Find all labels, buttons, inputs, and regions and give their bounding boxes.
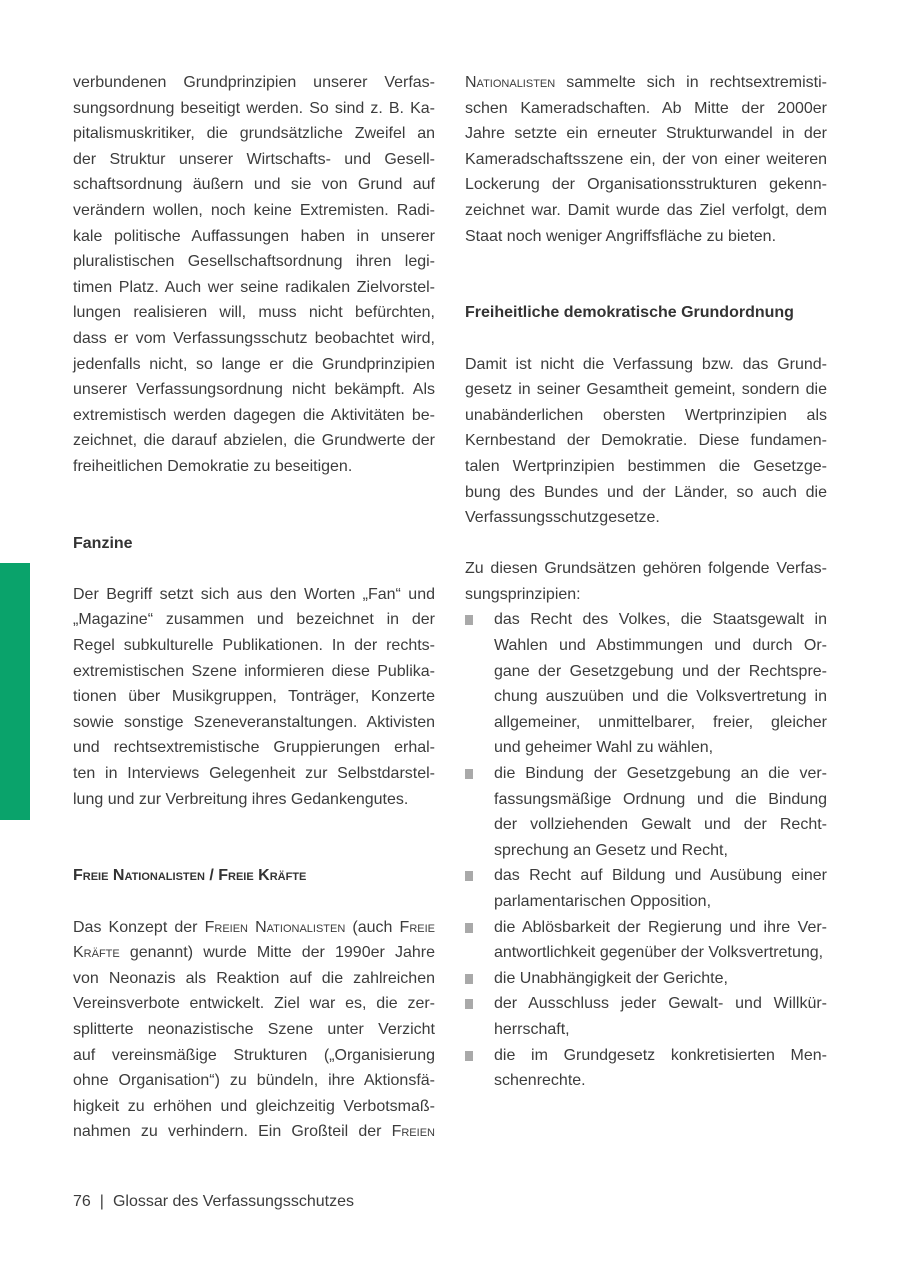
text-line: Kameradschaftsszene ein, der von einer weiteren xyxy=(465,150,827,168)
bullet-square-icon xyxy=(465,999,473,1009)
paragraph-principles-intro xyxy=(465,556,827,607)
principle-item xyxy=(465,607,827,761)
text-line: zeichnet, die darauf abzielen, die Grundwerte der xyxy=(73,432,435,450)
text-line: pitalismuskritiker, die grundsätzliche Zweifel an xyxy=(73,125,435,143)
text-line: die Unabhängigkeit der Gerichte, xyxy=(494,969,728,987)
bullet-square-icon xyxy=(465,923,473,933)
term-small-caps: Kräfte xyxy=(73,944,120,962)
text-line: parlamentarischen Opposition, xyxy=(494,893,712,910)
text-line: der vollziehenden Gewalt und der Recht- xyxy=(494,816,827,834)
text-line: verändern wollen, noch keine Extremisten. Radi- xyxy=(73,201,435,219)
text-line: jedenfalls nicht, so lange er die Grundprinzipien xyxy=(73,355,435,373)
text-line: allgemeiner, unmittelbarer, freier, gleicher xyxy=(494,713,827,731)
text-line: Damit ist nicht die Verfassung bzw. das Grund- xyxy=(465,355,827,373)
text-line: tionen über Musikgruppen, Tonträger, Konzerte xyxy=(73,688,435,706)
text-line: dass er vom Verfassungsschutz beobachtet wird, xyxy=(73,329,435,347)
text-segment: sammelte sich in rechtsextremisti- xyxy=(555,74,827,91)
text-line: unserer Verfassungsordnung nicht bekämpft. Als xyxy=(73,381,435,399)
text-line: verbundenen Grundprinzipien unserer Verfas- xyxy=(73,74,435,91)
text-line: antwortlichkeit gegenüber der Volksvertretung, xyxy=(494,944,824,962)
paragraph-freie-nationalisten-definition xyxy=(73,915,435,1145)
text-line xyxy=(465,70,827,96)
spacer xyxy=(465,249,827,300)
text-line: sungsprinzipien: xyxy=(465,585,581,603)
principle-item xyxy=(465,915,827,966)
bullet-square-icon xyxy=(465,1051,473,1061)
principles-list xyxy=(465,607,827,1093)
text-line: chung auszuüben und die Volksvertretung in xyxy=(494,688,827,706)
text-line: Zu diesen Grundsätzen gehören folgende Verfas- xyxy=(465,560,827,578)
text-line: gesetz in seiner Gesamtheit gemeint, sondern die xyxy=(465,381,827,399)
text-line: bung des Bundes und der Länder, so auch die xyxy=(465,483,827,501)
text-segment: nahmen zu verhindern. Ein Großteil der xyxy=(73,1123,392,1141)
page-footer xyxy=(73,1189,354,1215)
text-line: freiheitlichen Demokratie zu beseitigen. xyxy=(73,457,353,475)
text-line: das Recht auf Bildung und Ausübung einer xyxy=(494,867,827,885)
text-line: lungen realisieren will, muss nicht befürchten, xyxy=(73,304,435,322)
principle-item xyxy=(465,761,827,863)
text-segment: genannt) wurde Mitte der 1990er Jahre xyxy=(119,944,435,962)
text-line: higkeit zu erhöhen und gleichzeitig Verbotsmaß- xyxy=(73,1097,435,1115)
right-column xyxy=(465,70,827,1094)
text-line: lung und zur Verbreitung ihres Gedankengutes. xyxy=(73,790,409,808)
text-line: Wahlen und Abstimmungen und durch Or- xyxy=(494,637,827,655)
paragraph-fanzine-definition xyxy=(73,582,435,812)
bullet-square-icon xyxy=(465,974,473,984)
paragraph-fdgo-definition xyxy=(465,352,827,531)
spacer xyxy=(465,531,827,557)
bullet-square-icon xyxy=(465,871,473,881)
left-column xyxy=(73,70,435,1145)
text-line: die Bindung der Gesetzgebung an die ver- xyxy=(494,765,827,783)
text-line: ten in Interviews Gelegenheit zur Selbstdarstel- xyxy=(73,765,435,783)
text-line: kale politische Auffassungen haben in unserer xyxy=(73,227,435,245)
text-line: und rechtsextremistische Gruppierungen erhal- xyxy=(73,739,435,757)
text-line: die Ablösbarkeit der Regierung und ihre Ver- xyxy=(494,918,827,936)
text-line: Kernbestand der Demokratie. Diese fundamen- xyxy=(465,432,827,450)
term-small-caps: Freien Nationalisten xyxy=(204,918,346,936)
paragraph-extremism-continuation xyxy=(73,70,435,480)
text-line xyxy=(73,940,435,966)
spacer xyxy=(73,889,435,915)
text-line: schen Kameradschaften. Ab Mitte der 2000er xyxy=(465,99,827,117)
text-line: Staat noch weniger Angriffsfläche zu bieten. xyxy=(465,227,777,245)
text-line: sungsordnung beseitigt werden. So sind z. B. Ka- xyxy=(73,99,435,117)
text-line xyxy=(73,915,435,941)
spacer xyxy=(73,556,435,582)
term-small-caps: Freien xyxy=(391,1123,435,1141)
text-line: timen Platz. Auch wer seine radikalen Zielvorstel- xyxy=(73,278,435,296)
principle-item xyxy=(465,991,827,1042)
term-small-caps: Freie xyxy=(399,918,435,936)
text-line: extremistischen Szene informieren diese Publika- xyxy=(73,662,435,680)
text-line: Jahre setzte ein erneuter Strukturwandel in der xyxy=(465,125,827,143)
text-line: Vereinsverbote entwickelt. Ziel war es, die zer- xyxy=(73,995,435,1013)
text-line: herrschaft, xyxy=(494,1020,570,1038)
heading-freie-nationalisten: Freie Nationalisten / Freie Kräfte xyxy=(73,867,307,885)
text-line: ohne Organisation“) zu bündeln, ihre Aktionsfä- xyxy=(73,1072,435,1090)
text-segment: (auch xyxy=(345,918,400,936)
bullet-square-icon xyxy=(465,769,473,779)
section-marker-bar xyxy=(0,563,30,820)
text-line: das Recht des Volkes, die Staatsgewalt in xyxy=(494,611,827,629)
page-number: 76 xyxy=(73,1193,91,1210)
spacer xyxy=(73,812,435,863)
principle-item xyxy=(465,1043,827,1094)
text-line: schenrechte. xyxy=(494,1072,586,1090)
running-title: Glossar des Verfassungsschutzes xyxy=(112,1193,354,1210)
text-line: Der Begriff setzt sich aus den Worten „Fan“ und xyxy=(73,585,435,603)
text-line: „Magazine“ zusammen und bezeichnet in der xyxy=(73,611,435,629)
spacer xyxy=(73,480,435,531)
bullet-square-icon xyxy=(465,615,473,625)
text-line xyxy=(73,1119,435,1145)
text-line: splitterte neonazistische Szene unter Verzicht xyxy=(73,1020,435,1038)
text-line: Verfassungsschutzgesetze. xyxy=(465,509,660,527)
term-small-caps: Nationalisten xyxy=(465,74,556,91)
paragraph-freie-nationalisten-continuation xyxy=(465,70,827,249)
text-line: sowie sonstige Szeneveranstaltungen. Aktivisten xyxy=(73,713,435,731)
footer-separator: | xyxy=(99,1193,104,1210)
principle-item xyxy=(465,863,827,914)
text-line: der Ausschluss jeder Gewalt- und Willkür- xyxy=(494,995,827,1013)
text-line: auf vereinsmäßige Strukturen („Organisierung xyxy=(73,1046,435,1064)
heading-fdgo: Freiheitliche demokratische Grundordnung xyxy=(465,304,794,322)
text-line: talen Wertprinzipien bestimmen die Gesetzge- xyxy=(465,457,827,475)
text-line: und geheimer Wahl zu wählen, xyxy=(494,739,714,757)
text-segment: Das Konzept der xyxy=(73,918,205,936)
text-line: Regel subkulturelle Publikationen. In der rechts- xyxy=(73,637,435,655)
text-line: unabänderlichen obersten Wertprinzipien als xyxy=(465,406,827,424)
text-line: extremistisch werden dagegen die Aktivitäten be- xyxy=(73,406,435,424)
text-line: pluralistischen Gesellschaftsordnung ihren legi- xyxy=(73,253,435,271)
principle-item xyxy=(465,966,827,992)
heading-fanzine: Fanzine xyxy=(73,534,133,552)
text-line: von Neonazis als Reaktion auf die zahlreichen xyxy=(73,969,435,987)
text-line: Lockerung der Organisationsstrukturen gekenn- xyxy=(465,176,827,194)
text-line: schaftsordnung äußern und sie von Grund auf xyxy=(73,176,435,194)
text-line: die im Grundgesetz konkretisierten Men- xyxy=(494,1046,827,1064)
text-line: der Struktur unserer Wirtschafts- und Gesell- xyxy=(73,150,435,168)
text-line: fassungsmäßige Ordnung und die Bindung xyxy=(494,790,827,808)
text-line: zeichnet war. Damit wurde das Ziel verfolgt, dem xyxy=(465,201,827,219)
text-line: gane der Gesetzgebung und der Rechtspre- xyxy=(494,662,827,680)
spacer xyxy=(465,326,827,352)
text-line: sprechung an Gesetz und Recht, xyxy=(494,841,728,859)
